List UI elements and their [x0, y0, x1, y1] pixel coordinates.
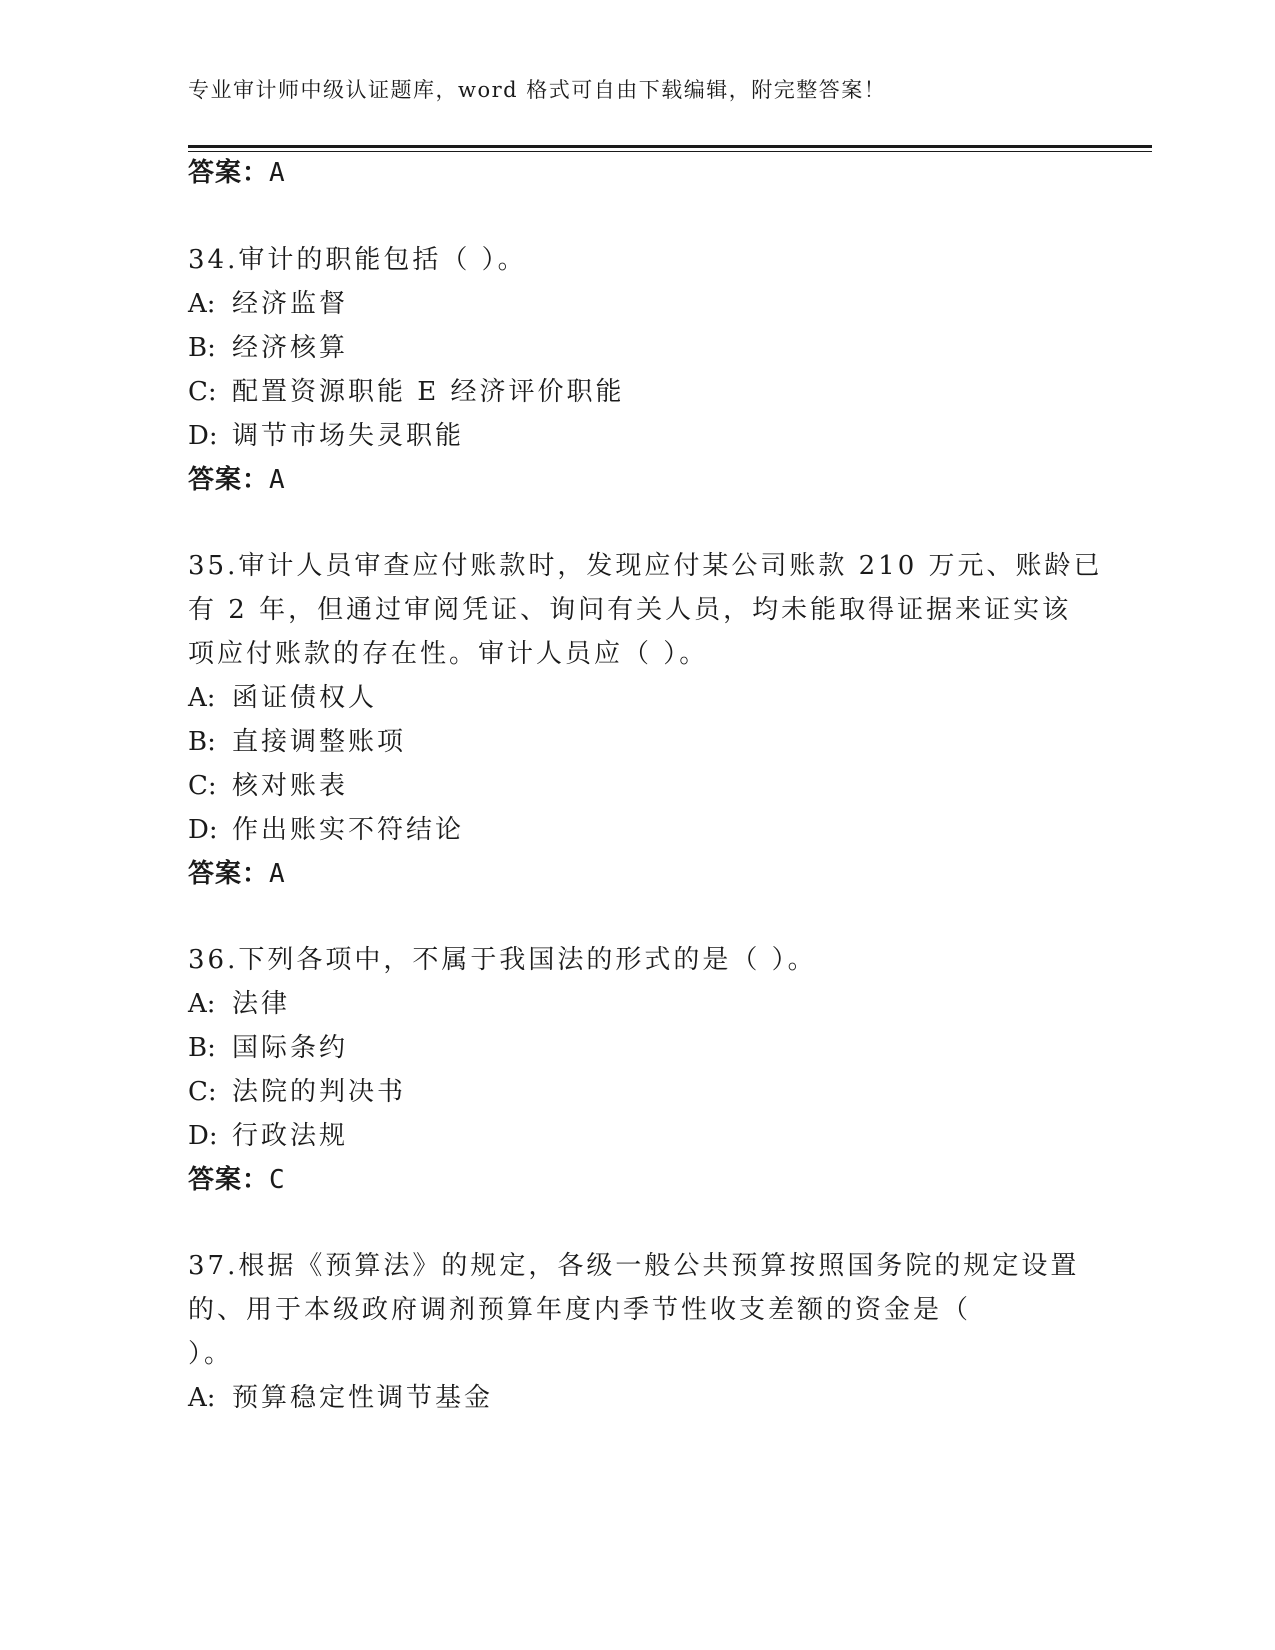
option-label: A:: [188, 1383, 216, 1413]
header-divider-thick: [188, 145, 1152, 148]
answer-value: C: [269, 1165, 286, 1195]
option-a: [188, 680, 377, 716]
option-text: 直接调整账项: [232, 727, 407, 757]
answer-label: 答案：: [188, 859, 270, 889]
question-stem: 有 2 年，但通过审阅凭证、询问有关人员，均未能取得证据来证实该: [188, 595, 1072, 625]
option-a: [188, 1380, 493, 1416]
option-label: D:: [188, 1121, 218, 1151]
question-stem: 37.根据《预算法》的规定，各级一般公共预算按照国务院的规定设置: [188, 1251, 1080, 1281]
question-stem: 项应付账款的存在性。审计人员应（ ）。: [188, 639, 709, 669]
option-text: 法院的判决书: [232, 1077, 407, 1107]
option-text: 配置资源职能 E 经济评价职能: [232, 377, 625, 407]
option-c: [188, 1074, 406, 1110]
option-label: A:: [188, 289, 216, 319]
option-c: [188, 768, 348, 804]
option-d: [188, 1118, 348, 1154]
option-label: D:: [188, 421, 218, 451]
option-label: C:: [188, 771, 217, 801]
option-label: B:: [188, 727, 216, 757]
header-divider-thin: [188, 151, 1152, 152]
option-d: [188, 418, 464, 454]
option-text: 核对账表: [232, 771, 349, 801]
option-text: 行政法规: [232, 1121, 349, 1151]
answer-line: [188, 1162, 286, 1198]
option-text: 调节市场失灵职能: [232, 421, 465, 451]
option-text: 国际条约: [232, 1033, 349, 1063]
option-c: [188, 374, 625, 410]
answer-line: [188, 462, 286, 498]
question-stem: 35.审计人员审查应付账款时，发现应付某公司账款 210 万元、账龄已: [188, 551, 1103, 581]
option-text: 经济监督: [232, 289, 349, 319]
answer-value: A: [269, 859, 286, 889]
answer-label: 答案：: [188, 1165, 270, 1195]
option-text: 法律: [232, 989, 291, 1019]
option-text: 预算稳定性调节基金: [232, 1383, 494, 1413]
answer-label: 答案：: [188, 158, 270, 188]
answer-label: 答案：: [188, 465, 270, 495]
option-label: A:: [188, 989, 216, 1019]
option-label: B:: [188, 1033, 216, 1063]
option-label: D:: [188, 815, 218, 845]
option-b: [188, 1030, 348, 1066]
question-stem: 36.下列各项中，不属于我国法的形式的是（ ）。: [188, 945, 817, 975]
option-text: 经济核算: [232, 333, 349, 363]
answer-value: A: [269, 465, 286, 495]
question-stem: 的、用于本级政府调剂预算年度内季节性收支差额的资金是（: [188, 1295, 972, 1325]
question-stem: 34.审计的职能包括（ ）。: [188, 245, 527, 275]
option-label: A:: [188, 683, 216, 713]
option-a: [188, 986, 290, 1022]
answer-value: A: [269, 158, 286, 188]
option-text: 作出账实不符结论: [232, 815, 465, 845]
answer-line: [188, 856, 286, 892]
answer-line: [188, 155, 286, 191]
question-stem: ）。: [188, 1339, 234, 1369]
option-text: 函证债权人: [232, 683, 378, 713]
option-d: [188, 812, 464, 848]
option-b: [188, 724, 406, 760]
option-a: [188, 286, 348, 322]
option-b: [188, 330, 348, 366]
page-header: 专业审计师中级认证题库，word 格式可自由下载编辑，附完整答案！: [188, 78, 887, 102]
option-label: C:: [188, 377, 217, 407]
option-label: B:: [188, 333, 216, 363]
option-label: C:: [188, 1077, 217, 1107]
